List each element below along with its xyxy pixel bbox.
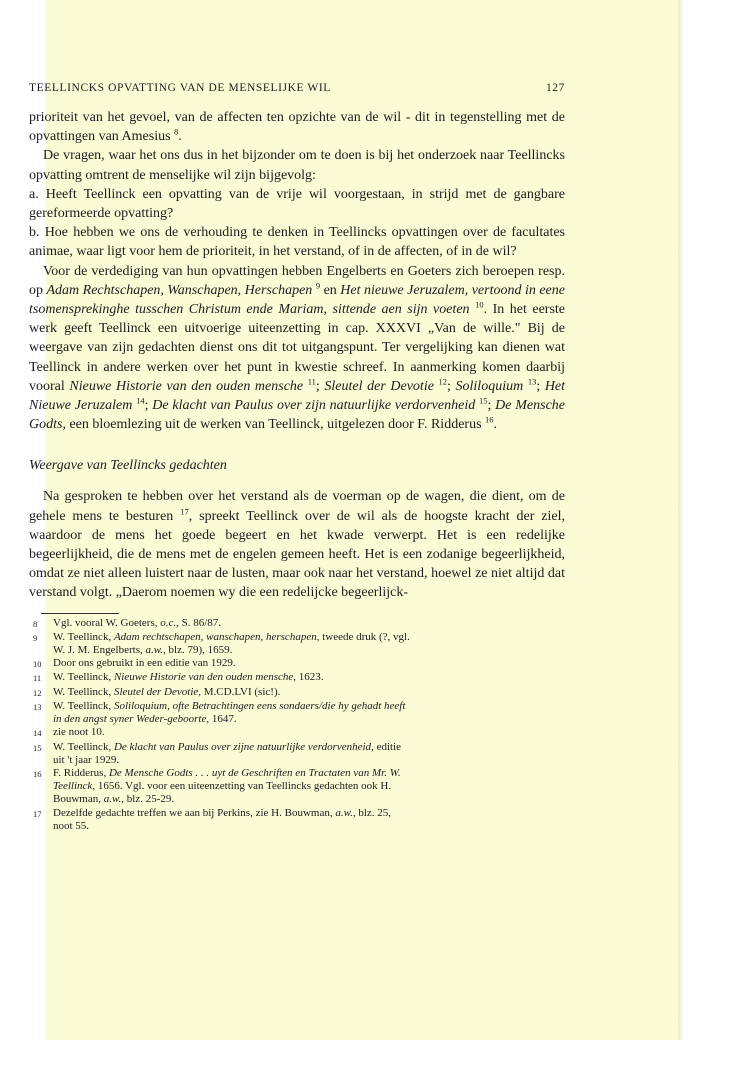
paragraph-priority: prioriteit van het gevoel, van de affecten ten opzichte van de wil - dit in tegenstelling met de opvattingen van Amesius $^8$. xyxy=(29,110,565,145)
footnote-8: 8 Vgl. vooral W. Goeters, o.c., S. 86/87. xyxy=(33,616,222,629)
footnote-10: 10 Door ons gebruikt in een editie van 1929. xyxy=(33,657,236,670)
page-text xyxy=(29,82,565,833)
question-a: a. Heeft Teellinck een opvatting van de vrije wil voorgestaan, in strijd met de gangbare gereformeerde opvatting? xyxy=(29,186,565,222)
footnote-12: 12 W. Teellinck, Sleutel der Devotie, M.CD.LVI (sic!). xyxy=(33,685,281,698)
paragraph-will: Na gesproken te hebben over het verstand als de voerman op de wagen, die dient, om de gehele mens te besturen $^{17}$, spreekt Teellinck over de wil als de hoogste kracht der ziel, waardoor de mens het goede begeert en het kwade verwerpt. Het is een redelijke begeerlijkheid, die de mens met de engelen gemeen heeft. Het is een zodanige begeerlijkheid, omdat ze niet alleen luistert naar de lusten, maar ook naar het verstand, hoewel ze niet altijd dat verstand volgt. „Daerom noemen wy die een redelijcke begeerlijck- xyxy=(29,489,566,601)
footnote-ref: 15 xyxy=(479,395,488,406)
footnote-ref: 17 xyxy=(180,506,189,516)
footnote-13: 13 W. Teellinck, Soliloquium, ofte Betrachtingen eens sondaers/die hy gehadt heeft in den angst syner Weder-geboorte, 1647. xyxy=(33,699,406,726)
footnote-ref: 8 xyxy=(174,126,179,137)
footnote-14: 14 zie noot 10. xyxy=(33,726,105,739)
footnote-ref: 9 xyxy=(315,280,321,291)
footnote-16: 16 F. Ridderus, De Mensche Godts . . . uyt de Geschriften en Tractaten van Mr. W. Teellinck, 1656. Vgl. voor een uiteenzetting van Teellincks gedachten ook H. Bouwman, a.w., blz. 25-29. xyxy=(33,766,401,806)
page-edge-shadow xyxy=(678,0,684,1040)
section-heading: Weergave van Teellincks gedachten xyxy=(29,458,227,474)
footnote-ref: 13 xyxy=(527,376,537,387)
footnote-ref: 12 xyxy=(438,376,448,387)
running-head xyxy=(29,82,565,94)
footnote-11: 11 W. Teellinck, Nieuwe Historie van den ouden mensche, 1623. xyxy=(33,671,324,684)
footnote-ref: 16 xyxy=(485,414,494,425)
footnote-ref: 14 xyxy=(136,395,145,406)
footnote-ref: 11 xyxy=(307,376,316,387)
footnote-ref: 10 xyxy=(475,299,484,310)
footnote-rule xyxy=(41,613,119,614)
question-b: b. Hoe hebben we ons de verhouding te denken in Teellincks opvattingen over de facultates animae, waar ligt voor hem de prioriteit, in het verstand, of in de affecten, of in de wil? xyxy=(29,225,565,260)
footnote-15: 15 W. Teellinck, De klacht van Paulus over zijne natuurlijke verdorvenheid, editie uit 't jaar 1929. xyxy=(33,740,401,766)
paragraph-questions: De vragen, waar het ons dus in het bijzonder om te doen is bij het onderzoek naar Teellincks opvatting omtrent de menselijke wil zijn bijgevolg: xyxy=(29,148,565,183)
paragraph-defense: Voor de verdediging van hun opvattingen hebben Engelberts en Goeters zich beroepen resp. op Adam Rechtschapen, Wanschapen, Herschapen $^9$ en Het nieuwe Jeruzalem, vertoond in eene tsomensprekinghe tusschen Christum ende Mariam, sittende aen sijn voeten $^{10}$. In het eerste werk geeft Teellinck een uitvoerige uiteenzetting in cap. XXXVI „Van de wille." Bij de weergave van zijn gedachten dienst ons dit tot uitgangspunt. Ter vergelijking kan dienen wat Teellinck in andere werken over het punt in kwestie schreef. In aanmerking komen daarbij vooral Nieuwe Historie van den ouden mensche $^{11}$; Sleutel der Devotie $^{12}$; Soliloquium $^{13}$; Het Nieuwe Jeruzalem $^{14}$; De klacht van Paulus over zijn natuurlijke verdorvenheid $^{15}$; De Mensche Godts, een bloemlezing uit de werken van Teellinck, uitgelezen door F. Ridderus $^{16}$. xyxy=(29,263,566,433)
running-title: TEELLINCKS OPVATTING VAN DE MENSELIJKE WIL xyxy=(29,82,331,94)
footnote-9: 9 W. Teellinck, Adam rechtschapen, wanschapen, herschapen, tweede druk (?, vgl. W. J. M. Engelberts, a.w., blz. 79), 1659. xyxy=(33,630,410,657)
footnote-17: 17 Dezelfde gedachte treffen we aan bij Perkins, zie H. Bouwman, a.w., blz. 25, noot 55. xyxy=(33,806,392,832)
page-number: 127 xyxy=(545,82,565,94)
